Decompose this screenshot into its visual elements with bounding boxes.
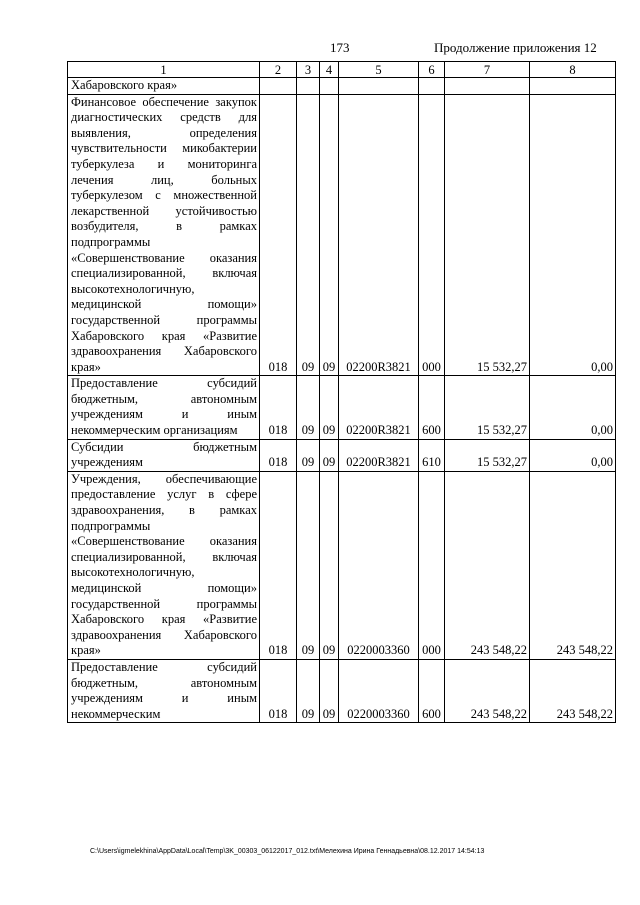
budget-table xyxy=(67,61,616,723)
cell-subsection: 09 xyxy=(320,659,339,722)
column-header: 4 xyxy=(320,62,339,78)
column-header: 2 xyxy=(260,62,297,78)
cell-amount-1: 15 532,27 xyxy=(445,376,530,439)
table-row xyxy=(68,471,616,659)
column-header: 3 xyxy=(297,62,320,78)
cell-target-article: 02200R3821 xyxy=(339,439,419,471)
cell-ministry-code: 018 xyxy=(260,376,297,439)
cell-expense-type: 000 xyxy=(419,94,445,376)
column-header: 6 xyxy=(419,62,445,78)
column-header: 1 xyxy=(68,62,260,78)
row-name: Учреждения, обеспечивающие предоставление услуг в сфере здравоохранения, в рамках подпрограммы «Совершенствование оказания специализированной, включая высокотехнологичную, медицинской помощи» государственной программы Хабаровского края «Развитие здравоохранения Хабаровского края» xyxy=(68,471,260,659)
cell-amount-2: 0,00 xyxy=(530,439,616,471)
cell-section xyxy=(297,78,320,95)
cell-expense-type: 600 xyxy=(419,659,445,722)
cell-ministry-code: 018 xyxy=(260,439,297,471)
cell-target-article: 0220003360 xyxy=(339,659,419,722)
file-path-footer: C:\Users\igmelekhina\AppData\Local\Temp\3K_00303_06122017_012.txt\Мелехина Ирина Геннадьевна\08.12.2017 14:54:13 xyxy=(90,848,485,855)
cell-expense-type: 610 xyxy=(419,439,445,471)
cell-amount-1: 243 548,22 xyxy=(445,471,530,659)
cell-section: 09 xyxy=(297,376,320,439)
cell-target-article xyxy=(339,78,419,95)
cell-amount-1: 15 532,27 xyxy=(445,94,530,376)
cell-amount-2: 243 548,22 xyxy=(530,659,616,722)
table-row xyxy=(68,376,616,439)
cell-amount-2 xyxy=(530,78,616,95)
row-name: Предоставление субсидий бюджетным, автономным учреждениям и иным некоммерческим xyxy=(68,659,260,722)
cell-section: 09 xyxy=(297,94,320,376)
cell-expense-type xyxy=(419,78,445,95)
cell-amount-2: 243 548,22 xyxy=(530,471,616,659)
cell-amount-1: 243 548,22 xyxy=(445,659,530,722)
cell-ministry-code: 018 xyxy=(260,659,297,722)
cell-expense-type: 600 xyxy=(419,376,445,439)
cell-amount-2: 0,00 xyxy=(530,94,616,376)
table-row xyxy=(68,94,616,376)
cell-subsection: 09 xyxy=(320,439,339,471)
cell-section: 09 xyxy=(297,439,320,471)
table-row xyxy=(68,78,616,95)
cell-ministry-code xyxy=(260,78,297,95)
column-header: 7 xyxy=(445,62,530,78)
table-row xyxy=(68,659,616,722)
row-name: Финансовое обеспечение закупок диагностических средств для выявления, определения чувствительности микобактерии туберкулеза и мониторинга лечения лиц, больных туберкулезом с множественной лекарственной устойчивостью возбудителя, в рамках подпрограммы «Совершенствование оказания специализированной, включая высокотехнологичную, медицинской помощи» государственной программы Хабаровского края «Развитие здравоохранения Хабаровского края» xyxy=(68,94,260,376)
cell-subsection: 09 xyxy=(320,376,339,439)
cell-subsection: 09 xyxy=(320,471,339,659)
appendix-continuation-label: Продолжение приложения 12 xyxy=(434,40,597,55)
cell-target-article: 0220003360 xyxy=(339,471,419,659)
row-name: Предоставление субсидий бюджетным, автономным учреждениям и иным некоммерческим организациям xyxy=(68,376,260,439)
cell-target-article: 02200R3821 xyxy=(339,376,419,439)
cell-target-article: 02200R3821 xyxy=(339,94,419,376)
row-name: Субсидии бюджетным учреждениям xyxy=(68,439,260,471)
cell-expense-type: 000 xyxy=(419,471,445,659)
cell-section: 09 xyxy=(297,659,320,722)
cell-subsection: 09 xyxy=(320,94,339,376)
cell-subsection xyxy=(320,78,339,95)
page-number: 173 xyxy=(330,40,350,55)
column-header: 8 xyxy=(530,62,616,78)
cell-amount-2: 0,00 xyxy=(530,376,616,439)
cell-amount-1 xyxy=(445,78,530,95)
row-name: Хабаровского края» xyxy=(68,78,260,95)
table-row xyxy=(68,439,616,471)
cell-section: 09 xyxy=(297,471,320,659)
column-header: 5 xyxy=(339,62,419,78)
cell-ministry-code: 018 xyxy=(260,471,297,659)
cell-amount-1: 15 532,27 xyxy=(445,439,530,471)
cell-ministry-code: 018 xyxy=(260,94,297,376)
column-number-row xyxy=(68,62,616,78)
